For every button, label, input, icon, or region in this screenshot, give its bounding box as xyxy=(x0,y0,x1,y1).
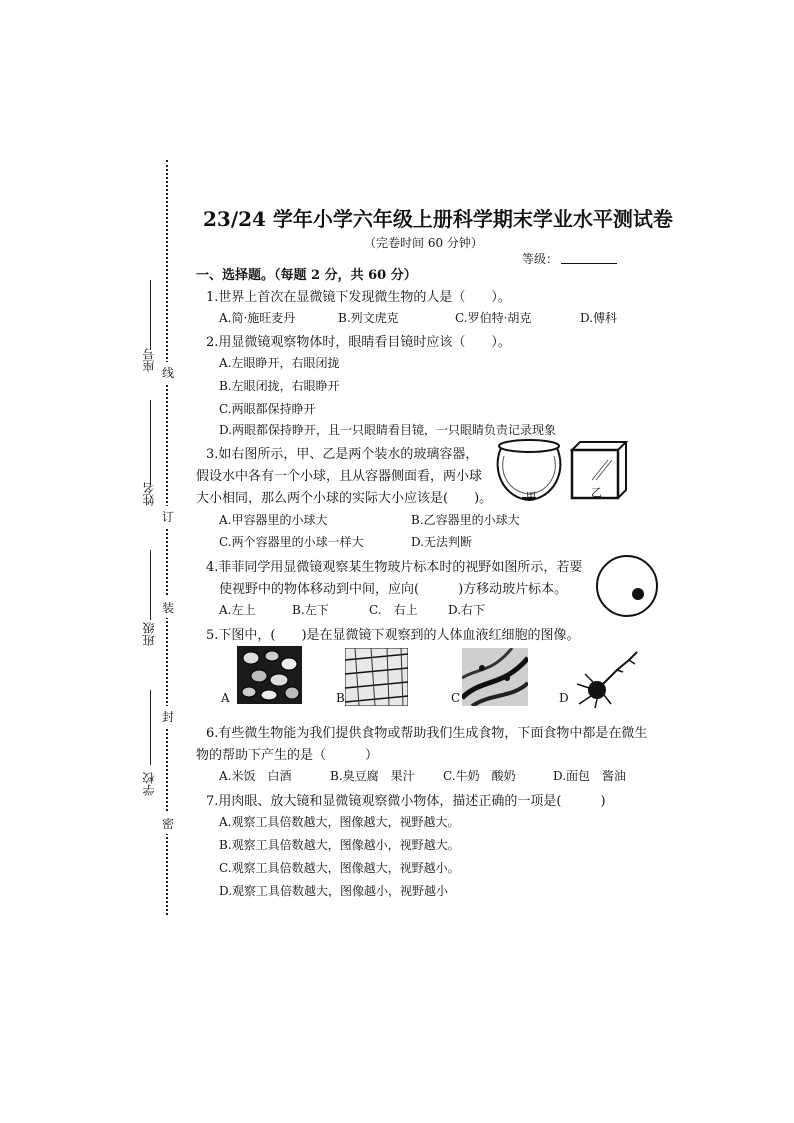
q5-option-d: D xyxy=(559,691,569,705)
plant-cells-image xyxy=(345,648,408,706)
q7-option-a: A.观察工具倍数越大，图像越大，视野越大。 xyxy=(219,815,460,829)
page-title: 23/24 学年小学六年级上册科学期末学业水平测试卷 xyxy=(203,207,673,231)
seat-number-label: 座号 xyxy=(142,348,156,372)
q1-option-c: C.罗伯特·胡克 xyxy=(455,311,532,325)
q6-stem-line1: 6.有些微生物能为我们提供食物或帮助我们生成食物，下面食物中都是在微生 xyxy=(206,726,648,741)
q3-option-d: D.无法判断 xyxy=(411,535,473,549)
class-blank xyxy=(150,550,151,620)
microscope-view-field-illustration xyxy=(594,553,660,619)
q2-option-b: B.左眼闭拢，右眼睁开 xyxy=(219,379,340,393)
q4-option-d: D.右下 xyxy=(448,603,486,617)
q3-stem-line1: 3.如右图所示，甲、乙是两个装水的玻璃容器， xyxy=(206,447,479,462)
section-heading: 一、选择题。（每题 2 分，共 60 分） xyxy=(196,268,417,283)
red-blood-cells-image xyxy=(237,646,302,704)
page-subtitle: （完卷时间 60 分钟） xyxy=(364,236,483,250)
q4-stem-line1: 4.菲菲同学用显微镜观察某生物玻片标本时的视野如图所示，若要 xyxy=(206,560,583,575)
label-yi: 乙 xyxy=(591,486,602,499)
q6-option-c: C.牛奶 酸奶 xyxy=(443,769,516,783)
seal-char-xian: 线 xyxy=(162,362,174,383)
q2-option-a: A.左眼睁开，右眼闭拢 xyxy=(219,356,340,370)
q3-option-b: B.乙容器里的小球大 xyxy=(411,513,520,527)
tissue-cells-image xyxy=(462,648,528,706)
q5-option-c: C xyxy=(451,691,461,705)
grade-label: 等级： xyxy=(522,252,559,266)
q6-option-a: A.米饭 白酒 xyxy=(219,769,292,783)
q4-option-c: C. 右上 xyxy=(369,603,418,617)
school-blank xyxy=(150,690,151,765)
q1-option-b: B.列文虎克 xyxy=(338,311,399,325)
nerve-cell-image xyxy=(571,648,641,710)
binding-dotted-line xyxy=(166,160,168,915)
q3-option-c: C.两个容器里的小球一样大 xyxy=(219,535,364,549)
seat-number-blank xyxy=(150,280,151,350)
q3-option-a: A.甲容器里的小球大 xyxy=(219,513,328,527)
q1-stem: 1.世界上首次在显微镜下发现微生物的人是（ ）。 xyxy=(206,290,511,305)
q2-option-d: D.两眼都保持睁开，且一只眼睛看目镜，一只眼睛负责记录现象 xyxy=(219,423,557,437)
q2-stem: 2.用显微镜观察物体时，眼睛看目镜时应该（ ）。 xyxy=(206,335,511,350)
q7-stem: 7.用肉眼、放大镜和显微镜观察微小物体，描述正确的一项是( ) xyxy=(206,794,606,809)
seal-char-ding: 订 xyxy=(162,506,174,527)
q6-stem-line2: 物的帮助下产生的是（ ） xyxy=(196,748,379,763)
q5-stem: 5.下图中，( )是在显微镜下观察到的人体血液红细胞的图像。 xyxy=(206,628,580,643)
q4-stem-line2: 使视野中的物体移动到中间，应向( )方移动玻片标本。 xyxy=(219,582,568,597)
q3-stem-line2: 假设水中各有一个小球，且从容器侧面看，两小球 xyxy=(196,469,483,484)
q7-option-d: D.观察工具倍数越大，图像越小，视野越小 xyxy=(219,884,449,898)
q6-option-d: D.面包 酱油 xyxy=(553,769,627,783)
q3-stem-line3: 大小相同，那么两个小球的实际大小应该是( )。 xyxy=(196,491,493,506)
q4-option-b: B.左下 xyxy=(292,603,329,617)
name-blank xyxy=(150,400,151,485)
q1-option-a: A.简·施旺麦丹 xyxy=(219,311,296,325)
grade-blank xyxy=(561,263,617,264)
seal-char-feng: 封 xyxy=(162,706,174,727)
class-label: 班级 xyxy=(142,622,156,646)
q7-option-b: B.观察工具倍数越大，图像越小，视野越大。 xyxy=(219,838,460,852)
q6-option-b: B.臭豆腐 果汁 xyxy=(330,769,415,783)
seal-char-mi: 密 xyxy=(162,813,174,834)
q7-option-c: C.观察工具倍数越大，图像越大，视野越小。 xyxy=(219,861,460,875)
name-label: 姓名 xyxy=(142,482,156,506)
seal-char-zhuang: 装 xyxy=(162,597,174,618)
q5-option-a: A xyxy=(221,691,230,705)
q5-option-b: B xyxy=(336,691,345,705)
label-jia: 甲 xyxy=(526,492,536,503)
q1-option-d: D.傅科 xyxy=(580,311,618,325)
school-label: 学校 xyxy=(142,772,156,796)
q2-option-c: C.两眼都保持睁开 xyxy=(219,402,316,416)
q4-option-a: A.左上 xyxy=(219,603,256,617)
